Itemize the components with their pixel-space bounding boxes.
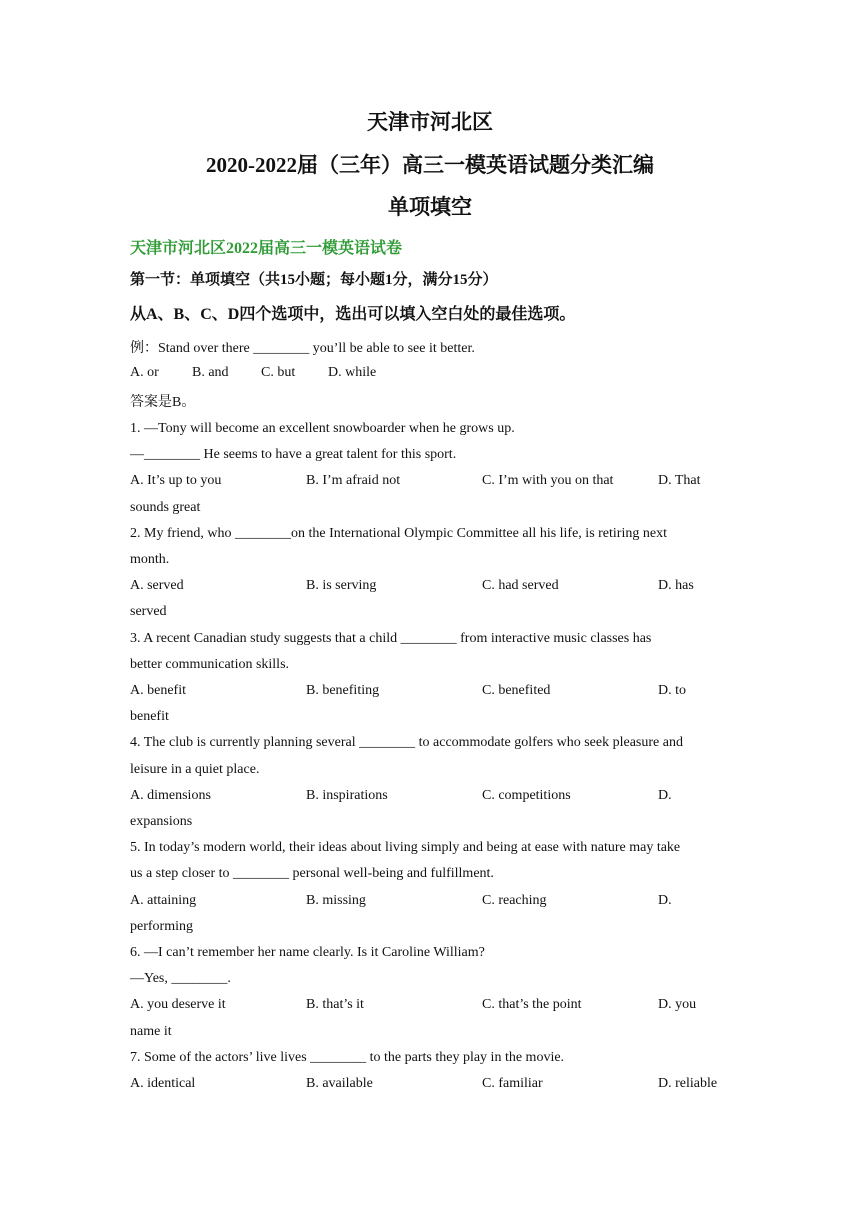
question-5-option-c: C. reaching: [482, 892, 547, 908]
question-2-option-a: A. served: [130, 578, 184, 594]
question-4-option-wrap: expansions: [130, 814, 193, 829]
question-6-option-wrap: name it: [130, 1023, 172, 1039]
question-4-option-d: D.: [658, 787, 672, 803]
question-2-option-c: C. had served: [482, 578, 559, 594]
question-2-option-b: B. is serving: [306, 578, 377, 594]
question-5-line-2: us a step closer to ________ personal well-being and fulfillment.: [130, 866, 494, 882]
question-7-line-1: 7. Some of the actors’ live lives ________ to the parts they play in the movie.: [130, 1049, 565, 1065]
question-2-option-d: D. has: [658, 578, 694, 594]
question-4-option-a: A. dimensions: [130, 787, 211, 803]
example-option-b: B. and: [192, 365, 229, 380]
question-3-option-wrap: benefit: [130, 709, 169, 725]
question-1-option-b: B. I’m afraid not: [306, 473, 401, 489]
question-7-option-d: D. reliable: [658, 1076, 718, 1091]
question-1-option-c: C. I’m with you on that: [482, 473, 614, 489]
question-4-line-2: leisure in a quiet place.: [130, 761, 260, 777]
question-6-option-b: B. that’s it: [306, 997, 364, 1013]
question-7-option-a: A. identical: [130, 1076, 196, 1091]
question-3-line-1: 3. A recent Canadian study suggests that a child ________ from interactive music classes has: [130, 630, 652, 646]
question-1-option-a: A. It’s up to you: [130, 473, 222, 489]
header-region: 天津市河北区: [367, 110, 493, 134]
question-2-line-1: 2. My friend, who ________on the International Olympic Committee all his life, is retiring next: [130, 525, 667, 541]
question-5-option-a: A. attaining: [130, 892, 197, 908]
question-1-line-2: —________ He seems to have a great talent for this sport.: [130, 447, 457, 463]
question-6-line-1: 6. —I can’t remember her name clearly. Is it Caroline William?: [130, 945, 485, 960]
header-topic: 单项填空: [388, 195, 472, 219]
question-5-line-1: 5. In today’s modern world, their ideas about living simply and being at ease with nature may take: [130, 840, 681, 856]
question-1-option-d: D. That: [658, 473, 701, 489]
question-5-option-wrap: performing: [130, 918, 193, 934]
section-title: 天津市河北区2022届高三一模英语试卷: [130, 240, 403, 257]
example-option-d: D. while: [328, 365, 377, 380]
question-4-line-1: 4. The club is currently planning several ________ to accommodate golfers who seek pleasure and: [130, 735, 683, 751]
question-3-option-b: B. benefiting: [306, 683, 380, 698]
question-1-option-wrap: sounds great: [130, 499, 201, 515]
question-6-option-d: D. you: [658, 997, 697, 1013]
question-4-option-c: C. competitions: [482, 787, 571, 803]
question-5-option-d: D.: [658, 892, 672, 908]
question-7-option-c: C. familiar: [482, 1076, 543, 1091]
question-7-option-b: B. available: [306, 1076, 373, 1091]
example-answer: 答案是B。: [130, 395, 196, 410]
question-3-option-a: A. benefit: [130, 683, 186, 698]
example-option-a: A. or: [130, 365, 159, 380]
question-3-option-c: C. benefited: [482, 683, 551, 698]
part-heading: 第一节：单项填空（共15小题；每小题1分，满分15分）: [130, 272, 498, 288]
example-stem: 例：Stand over there ________ you’ll be able to see it better.: [130, 341, 475, 356]
question-2-line-2: month.: [130, 552, 170, 567]
header-title: 2020-2022届（三年）高三一模英语试题分类汇编: [206, 153, 654, 177]
question-1-line-1: 1. —Tony will become an excellent snowboarder when he grows up.: [130, 421, 515, 436]
question-2-option-wrap: served: [130, 604, 167, 620]
question-6-option-c: C. that’s the point: [482, 997, 582, 1013]
question-5-option-b: B. missing: [306, 892, 366, 908]
question-6-option-a: A. you deserve it: [130, 997, 226, 1013]
instruction: 从A、B、C、D四个选项中，选出可以填入空白处的最佳选项。: [130, 306, 576, 323]
question-3-line-2: better communication skills.: [130, 656, 290, 672]
example-option-c: C. but: [261, 365, 296, 380]
question-4-option-b: B. inspirations: [306, 787, 388, 803]
question-6-line-2: —Yes, ________.: [130, 971, 231, 987]
question-3-option-d: D. to: [658, 683, 686, 698]
